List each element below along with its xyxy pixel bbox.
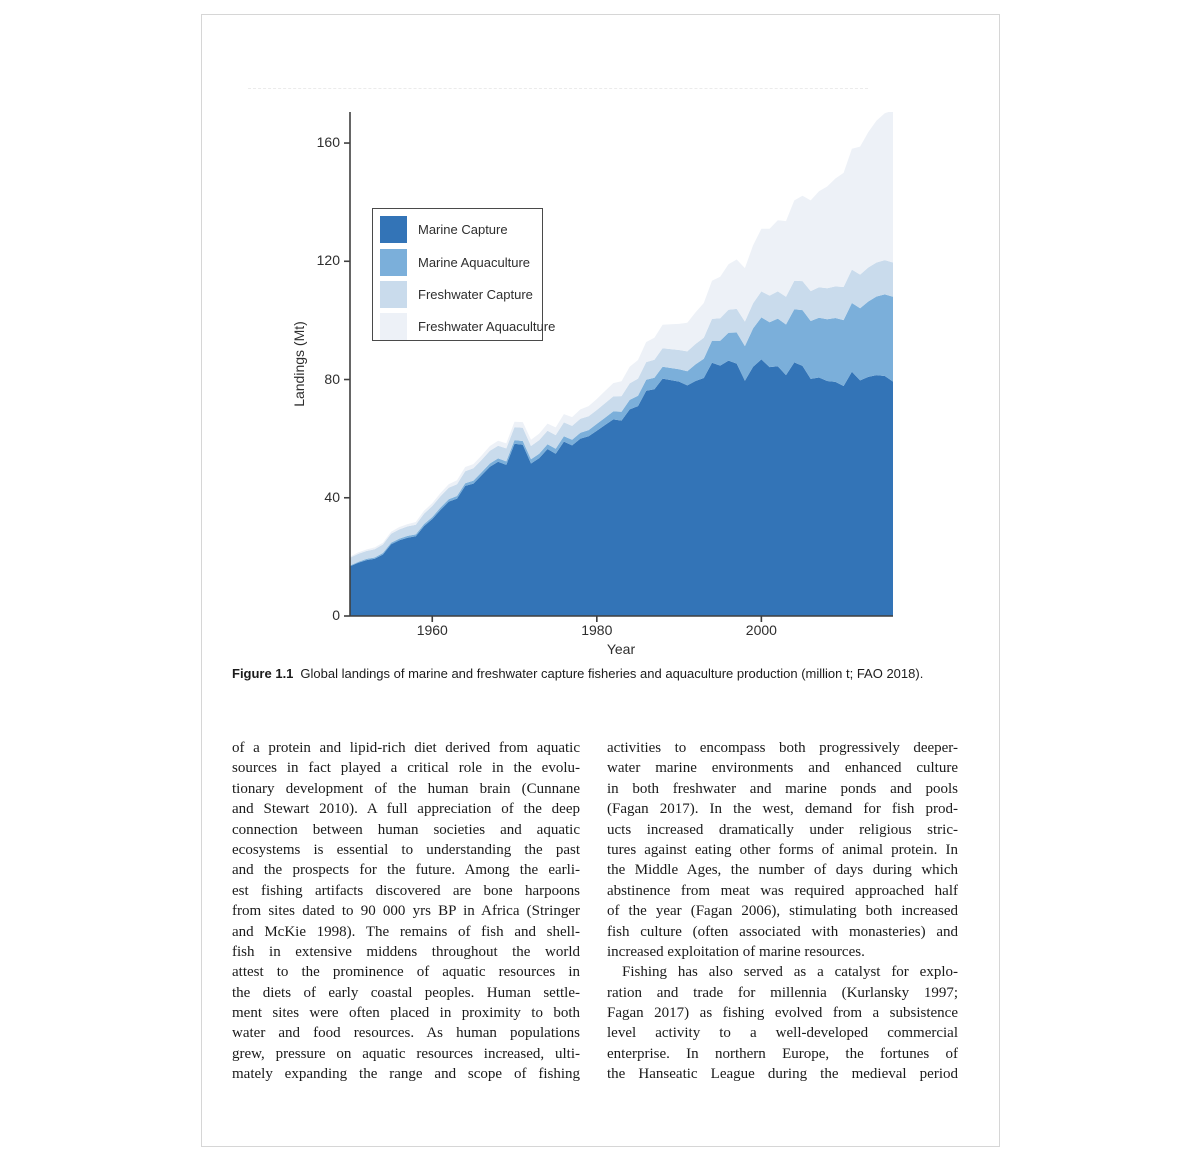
stacked-area-chart [344, 112, 899, 629]
text-line: tures against eating other forms of animal protein. In [607, 841, 958, 858]
legend-label: Freshwater Aquaculture [418, 319, 556, 334]
legend-label: Marine Capture [418, 222, 508, 237]
body-text-left-column [232, 738, 580, 1085]
legend-swatch-marine-aquaculture [380, 249, 407, 276]
text-line: enterprise. In northern Europe, the fortunes of [607, 1045, 958, 1062]
text-line: ment sites were often placed in proximity to both [232, 1005, 580, 1022]
text-line: water marine environments and enhanced culture [607, 760, 958, 777]
text-line: from sites dated to 90 000 yrs BP in Africa (Stringer [232, 903, 580, 920]
x-tick-label: 2000 [745, 622, 777, 638]
legend-label: Marine Aquaculture [418, 255, 531, 270]
legend-item-freshwater-aquaculture [380, 313, 555, 340]
y-tick-label: 120 [316, 252, 340, 269]
text-line: of a protein and lipid-rich diet derived from aquatic [232, 740, 580, 756]
text-line: connection between human societies and aquatic [232, 821, 580, 838]
text-line: and McKie 1998). The remains of fish and shell- [232, 923, 580, 940]
text-line: and Stewart 2010). A full appreciation of the deep [232, 801, 580, 818]
y-axis-title: Landings (Mt) [291, 321, 307, 407]
legend-label: Freshwater Capture [418, 287, 533, 302]
text-line: attest to the prominence of aquatic resources in [232, 964, 580, 981]
legend-item-marine-capture [380, 216, 508, 243]
text-line: in both freshwater and marine ponds and pools [607, 780, 958, 797]
text-line: water and food resources. As human populations [232, 1025, 580, 1042]
y-tick-label: 80 [324, 370, 340, 387]
text-line: level activity to a well-developed commercial [607, 1025, 958, 1042]
text-line: (Fagan 2017). In the west, demand for fish prod- [607, 801, 958, 818]
x-tick-label: 1980 [581, 622, 613, 638]
text-line: activities to encompass both progressively deeper- [607, 740, 958, 756]
text-line: the diets of early coastal peoples. Human settle- [232, 984, 580, 1001]
figure-caption-label: Figure 1.1 [232, 666, 294, 681]
text-line: ecosystems is essential to understanding the past [232, 841, 580, 858]
text-line: ucts increased dramatically under religious stric- [607, 821, 958, 838]
text-line: fish culture (often associated with monasteries) and [607, 923, 958, 940]
x-axis-title: Year [606, 641, 636, 657]
text-line: mately expanding the range and scope of fishing [232, 1066, 580, 1083]
legend-item-marine-aquaculture [380, 249, 530, 276]
text-line: the Middle Ages, the number of days during which [607, 862, 958, 879]
text-line: of the year (Fagan 2006), stimulating both increased [607, 903, 958, 920]
x-tick-label: 1960 [416, 622, 448, 638]
y-tick-label: 0 [332, 607, 340, 623]
text-line: fish in extensive middens throughout the world [232, 943, 580, 960]
body-text-right-column [607, 738, 958, 1085]
text-line: tionary development of the human brain (Cunnane [232, 780, 580, 797]
figure-caption-text: Global landings of marine and freshwater capture fisheries and aquaculture production (million t; FAO 2018). [300, 666, 924, 681]
legend-item-freshwater-capture [380, 281, 533, 308]
text-line: grew, pressure on aquatic resources increased, ulti- [232, 1045, 580, 1062]
text-line: est fishing artifacts discovered are bone harpoons [232, 882, 580, 899]
legend-swatch-freshwater-aquaculture [380, 313, 407, 340]
scan-artifact-line [248, 88, 868, 89]
text-line: abstinence from meat was required approached half [607, 882, 958, 899]
text-line: and the prospects for the future. Among the earli- [232, 862, 580, 879]
text-line: ration and trade for millennia (Kurlansky 1997; [607, 984, 958, 1001]
text-line: Fishing has also served as a catalyst for explo- [622, 964, 958, 981]
text-line: sources in fact played a critical role in the evolu- [232, 760, 580, 777]
chart-legend [372, 208, 556, 341]
text-line: Fagan 2017) as fishing evolved from a subsistence [607, 1005, 958, 1022]
legend-swatch-marine-capture [380, 216, 407, 243]
text-line: the Hanseatic League during the medieval period [607, 1066, 958, 1083]
text-line: increased exploitation of marine resources. [607, 943, 865, 960]
figure-caption [232, 666, 977, 681]
y-tick-label: 160 [316, 134, 340, 151]
y-tick-label: 40 [324, 488, 340, 505]
legend-swatch-freshwater-capture [380, 281, 407, 308]
